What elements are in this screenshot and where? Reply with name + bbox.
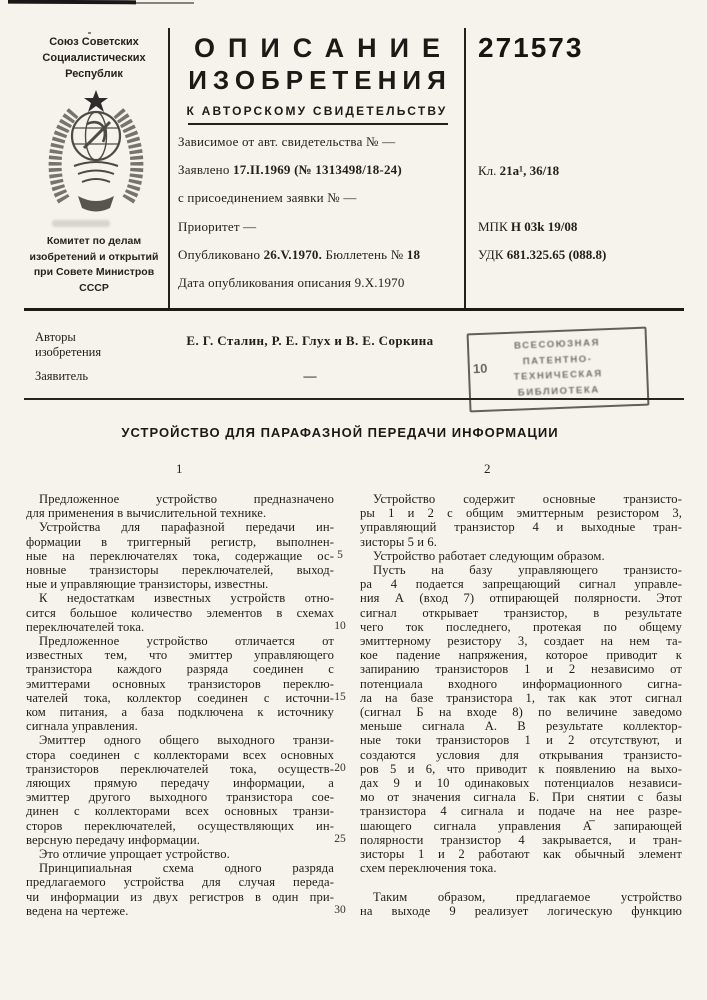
field-row [178,162,460,190]
text-line: транзистора 4 сигнала и подаче на нее разре- [360,804,682,819]
field-text: H 03k 19/08 [510,219,578,234]
field-text: 681.325.65 (088.8) [506,247,607,262]
authors-label [35,330,101,360]
stamp-number: 10 [472,360,488,377]
text-line: ком питания, а база подключена к источнику [26,705,334,720]
field-row [178,219,460,247]
text-line: чи информации из двух регистров в один при- [26,889,334,904]
text-line: дах 9 и 10 одинаковых потенциалов независи- [360,776,682,791]
text-line: ляющих прямую передачу информации, а [26,776,334,791]
text-line: (сигнал Б на входе 8) по величине заведомо [360,705,682,720]
body-column-left [26,492,334,918]
authors-label-line2: изобретения [35,345,102,359]
invention-title: УСТРОЙСТВО ДЛЯ ПАРАФАЗНОЙ ПЕРЕДАЧИ ИНФОРМАЦИИ [121,425,559,440]
text-line: зисторы 5 и 6. [360,534,438,549]
scan-artifact-streak [136,2,194,4]
doc-type-title-line2: ИЗОБРЕТЕНИЯ [188,65,452,95]
field-text: 18 [406,246,421,262]
text-line: Устройства для парафазной передачи ин- [39,520,334,535]
field-text: Дата опубликования описания 9.X.1970 [178,274,405,290]
applicant-value: — [303,368,317,383]
line-number: 30 [334,903,346,916]
text-line: новные транзисторы переключателей, выход- [26,563,334,578]
text-line: транзистора каждого разряда соединен с [26,662,334,677]
mpk-code-field [478,219,698,235]
text-line: сторов переключателей, осуществляющих ин- [26,818,334,833]
union-name-block [24,34,164,82]
field-text: Опубликовано [178,246,264,262]
text-line: ра 4 подается запрещающий сигнал управле- [360,577,682,592]
field-row [178,190,460,218]
text-line: Пусть на базу управляющего транзисто- [373,563,682,578]
field-text: Приоритет — [178,218,257,234]
text-line: К недостаткам известных устройств отно- [39,591,334,606]
line-number: 25 [334,832,346,845]
stamp-text-line: ПАТЕНТНО- [522,353,593,367]
doc-type-title-line1: ОПИСАНИЕ [193,33,454,63]
field-text: с присоединением заявки № — [178,190,357,206]
text-line: мо от значения сигнала Б. При снятии с базы [360,790,682,805]
text-line: формации в триггерный регистр, выполнен- [26,534,334,549]
class-code-field [478,163,698,179]
text-line: Предложенное устройство отличается от [39,634,334,649]
filing-fields [178,134,460,303]
text-line: сится большое количество элементов в схемах [26,605,334,620]
text-line: сигнала управления. [26,719,138,734]
field-text: 21a¹, 36/18 [499,163,560,178]
committee-line: при Совете Министров [33,266,155,278]
authors-label-line1: Авторы [35,330,76,344]
field-row [178,275,460,303]
text-line: Устройство работает следующим образом. [373,548,605,563]
text-line: схем переключения тока. [360,861,497,876]
line-number: 15 [334,690,346,703]
column-header-1: 1 [176,461,183,476]
horizontal-rule-under-authors [24,398,684,400]
star-icon [84,90,108,112]
text-line: чателей тока, коллектор соединен с источни- [26,690,334,705]
field-row [178,134,460,162]
udk-code-field [478,247,698,263]
committee-block [18,234,170,296]
pencil-smudge [52,220,110,227]
text-line: ные токи транзисторов 1 и 2 отсутствуют, и [360,733,682,748]
field-text: Заявлено [178,162,233,178]
field-text: МПК [478,219,511,234]
authors-names: Е. Г. Сталин, Р. Е. Глух и В. Е. Соркина [186,333,434,348]
horizontal-rule-top [24,308,684,311]
scan-artifact-bar [8,0,136,4]
field-text: УДК [478,247,507,262]
text-line: предлагаемого устройства для случая переда- [26,875,334,890]
text-line: известных тем, что эмиттер управляющего [26,648,334,663]
text-line: полярности транзистор 4 закрывается, и тран- [360,832,682,847]
text-line: Устройство содержит основные транзисто- [373,492,682,506]
union-name-line: Республик [65,68,123,80]
ussr-emblem-svg [40,84,152,214]
text-line: чего ток последнего, протекая по общему [360,619,682,634]
committee-line: СССР [79,281,109,294]
patent-number: 271573 [478,32,584,63]
text-line: ров 5 и 6, что приводит к появлению на выхо- [360,761,682,776]
body-column-right [360,492,682,918]
text-line: создаются условия для открывания транзисто- [360,747,682,762]
applicant-label: Заявитель [35,369,89,383]
committee-line: изобретений и открытий [29,250,159,263]
text-line: ведена на чертеже. [26,903,129,918]
vertical-rule-right [464,28,466,310]
text-line: кое падение напряжения, которое приводит к [360,648,682,663]
column-header-2: 2 [484,461,491,476]
text-line: ния А (вход 7) отпирающей полярности. Этот [360,591,682,606]
field-text: 26.V.1970. [263,246,323,262]
text-line: динен с коллекторами всех основных транзи- [26,804,334,819]
stamp-text [483,334,633,402]
doc-subtitle: К АВТОРСКОМУ СВИДЕТЕЛЬСТВУ [186,104,448,118]
field-text: Кл. [478,163,500,178]
text-line: переключателей тока. [26,619,145,634]
text-line: для применения в вычислительной технике. [26,506,267,521]
text-line: Принципиальная схема одного разряда [39,861,334,876]
text-line: транзисторов переключателей тока, осуществ- [26,761,334,776]
committee-line: Комитет по делам [46,235,142,247]
stamp-text-line: БИБЛИОТЕКА [517,383,600,399]
union-name-line: Социалистических [42,52,146,64]
text-line: Таким образом, предлагаемое устройство [373,889,682,904]
text-line: шающего сигнала управления А̅ запирающей [360,818,682,833]
text-line: запиранию транзисторов 1 и 2 независимо от [360,662,682,677]
subtitle-underline [188,123,448,125]
text-line: управляющий транзистор 4 и выходные тран- [360,520,682,535]
field-text: 17.II.1969 (№ 1313498/18-24) [233,162,402,178]
text-line: ные на переключателях тока, содержащие ос- [26,548,334,563]
field-row [178,247,460,275]
text-line: зисторы 1 и 2 работают как обычный элемент [360,847,682,862]
text-line: эмиттерному резистору 3, создает на нем та- [360,634,682,649]
line-number: 5 [337,548,343,561]
text-line: Эмиттер одного общего выходного транзи- [39,733,334,748]
text-line: ные и управляющие транзисторы, известны. [26,577,269,592]
text-line: Предложенное устройство предназначено [39,492,334,506]
stamp-text-line: ВСЕСОЮЗНАЯ [513,337,601,352]
union-name-line: Союз Советских [49,36,139,48]
stamp-text-line: ТЕХНИЧЕСКАЯ [513,368,603,383]
text-line: сигнал открывает транзистор, в результате [360,605,682,620]
text-line: меньше сигнала А. В результате коллектор- [360,719,682,734]
text-line: стора соединен с коллекторами всех основных [26,747,334,762]
vertical-rule-left [168,28,170,310]
ussr-emblem-icon [40,84,152,214]
line-number: 20 [334,761,346,774]
field-text: Зависимое от авт. свидетельства № — [178,134,396,149]
text-line: ла на базе транзистора 1, так как этот сигнал [360,690,682,705]
text-line: потенциала входного информационного сигна- [360,676,682,691]
text-line: эмиттерами основных транзисторов переклю- [26,676,334,691]
text-line: Это отличие упрощает устройство. [39,847,230,862]
text-line: версную передачу информации. [26,832,200,847]
text-line: ры 1 и 2 с общим эмиттерным резистором 3, [360,506,682,521]
line-number: 10 [334,619,346,632]
field-text: Бюллетень № [322,246,407,262]
text-line: эмиттер другого выходного транзистора сое- [26,790,334,805]
text-line: на выходе 9 реализует логическую функцию [360,903,682,918]
